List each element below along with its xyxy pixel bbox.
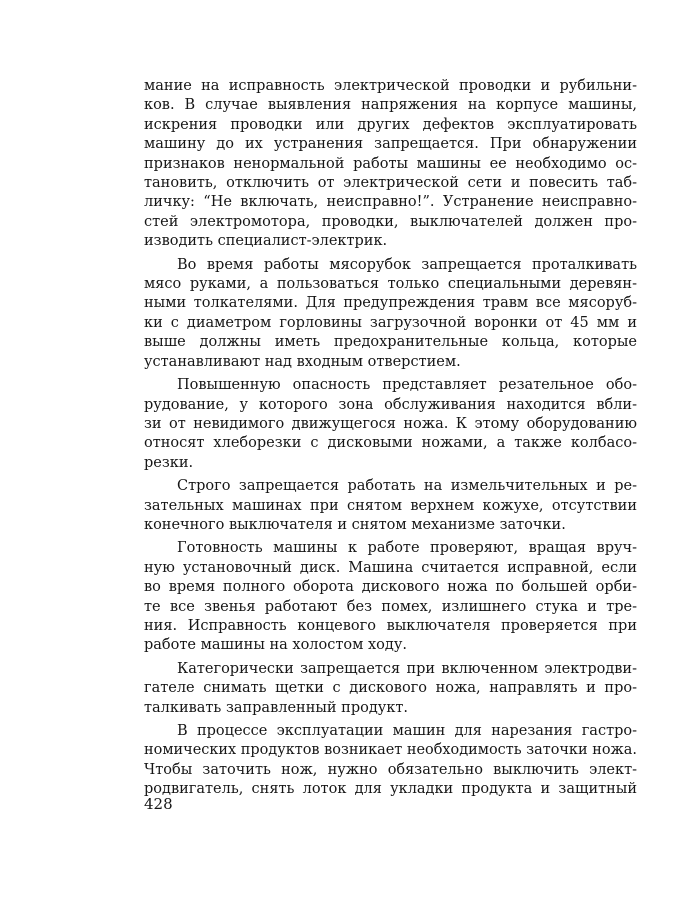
text-line: номических продуктов возникает необходимость заточки ножа. <box>144 742 637 759</box>
text-line: ки с диаметром горловины загрузочной воронки от 45 мм и <box>144 314 637 331</box>
text-line: резки. <box>144 454 194 471</box>
text-line: относят хлеборезки с дисковыми ножами, а также колбасо- <box>144 435 637 452</box>
text-line: устанавливают над входным отверстием. <box>144 353 461 370</box>
text-line: стей электромотора, проводки, выключателей должен про- <box>144 213 637 230</box>
body-text <box>144 77 637 800</box>
text-line: выше должны иметь предохранительные кольца, которые <box>144 334 637 351</box>
text-line: зательных машинах при снятом верхнем кожухе, отсутствии <box>144 497 637 514</box>
text-line: гателе снимать щетки с дискового ножа, направлять и про- <box>144 680 637 697</box>
text-line: мание на исправность электрической проводки и рубильни- <box>144 78 637 94</box>
paragraph <box>144 539 637 655</box>
text-line: мясо руками, а пользоваться только специальными деревян- <box>144 276 637 293</box>
text-line: личку: “Не включать, неисправно!”. Устранение неисправно- <box>144 194 637 211</box>
text-line: Повышенную опасность представляет резательное обо- <box>177 377 637 394</box>
text-line: Строго запрещается работать на измельчительных и ре- <box>177 478 637 495</box>
paragraph <box>144 722 637 800</box>
text-line: искрения проводки или других дефектов эксплуатировать <box>144 116 637 133</box>
text-line: Категорически запрещается при включенном электродви- <box>177 660 637 677</box>
text-line: ными толкателями. Для предупреждения травм все мясоруб- <box>144 295 637 312</box>
paragraph <box>144 77 637 252</box>
text-line: В процессе эксплуатации машин для нарезания гастро- <box>177 723 637 739</box>
text-line: Чтобы заточить нож, нужно обязательно выключить элект- <box>144 761 637 778</box>
text-line: тановить, отключить от электрической сети и повесить таб- <box>144 175 637 192</box>
text-line: родвигатель, снять лоток для укладки продукта и защитный <box>144 781 637 798</box>
text-line: изводить специалист-электрик. <box>144 233 388 250</box>
paragraph <box>144 660 637 718</box>
text-line: зи от невидимого движущегося ножа. К этому оборудованию <box>144 415 637 432</box>
paragraph <box>144 376 637 473</box>
text-line: Во время работы мясорубок запрещается проталкивать <box>177 256 637 273</box>
text-line: ную установочный диск. Машина считается исправной, если <box>144 559 637 576</box>
text-line: те все звенья работают без помех, излишнего стука и тре- <box>144 598 637 615</box>
text-line: рудование, у которого зона обслуживания находится вбли- <box>144 396 637 413</box>
text-line: признаков ненормальной работы машины ее необходимо ос- <box>144 155 637 172</box>
text-line: талкивать заправленный продукт. <box>144 699 409 716</box>
text-line: во время полного оборота дискового ножа по большей орби- <box>144 579 637 596</box>
text-line: машину до их устранения запрещается. При обнаружении <box>144 136 637 153</box>
paragraph <box>144 477 637 535</box>
text-line: конечного выключателя и снятом механизме заточки. <box>144 516 566 533</box>
paragraph <box>144 256 637 372</box>
text-line: ков. В случае выявления напряжения на корпусе машины, <box>144 97 637 114</box>
text-line: ния. Исправность концевого выключателя проверяется при <box>144 617 637 634</box>
text-line: работе машины на холостом ходу. <box>144 637 407 654</box>
text-line: Готовность машины к работе проверяют, вращая вруч- <box>177 540 637 557</box>
page-number: 428 <box>144 795 173 813</box>
